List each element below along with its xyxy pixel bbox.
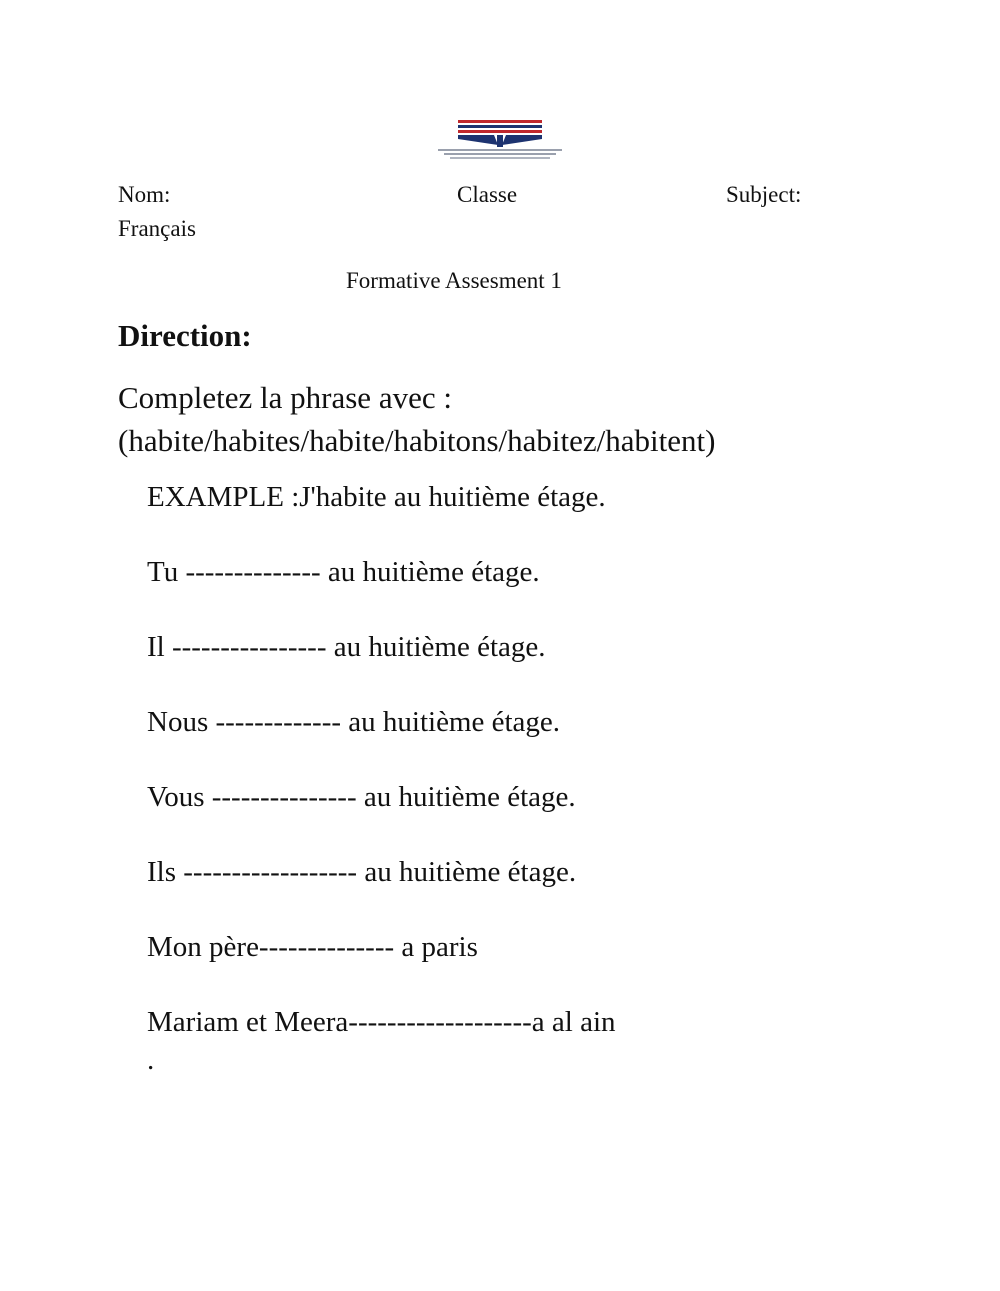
sentence-nous: Nous ------------- au huitième étage. (147, 706, 561, 738)
sentence-vous: Vous --------------- au huitième étage. (147, 781, 576, 813)
instruction-line-1: Completez la phrase avec : (118, 380, 452, 415)
sentence-mon-pere: Mon père-------------- a paris (147, 931, 478, 963)
school-logo (436, 118, 564, 162)
subject-label: Subject: (726, 182, 802, 207)
sentence-tu: Tu -------------- au huitième étage. (147, 556, 540, 588)
direction-heading: Direction: (118, 318, 252, 353)
sentence-ils: Ils ------------------ au huitième étage. (147, 856, 577, 888)
classe-label: Classe (457, 182, 518, 207)
example-sentence: EXAMPLE :J'habite au huitième étage. (147, 481, 606, 513)
instruction-line-2: (habite/habites/habite/habitons/habitez/habitent) (118, 423, 716, 458)
sentence-il: Il ---------------- au huitième étage. (147, 631, 546, 663)
sentence-mariam-meera: Mariam et Meera-------------------a al ain (147, 1006, 616, 1038)
nom-label: Nom: (118, 182, 171, 207)
trailing-period: . (147, 1044, 155, 1076)
subject-value: Français (118, 216, 196, 241)
assessment-title: Formative Assesment 1 (346, 268, 562, 293)
